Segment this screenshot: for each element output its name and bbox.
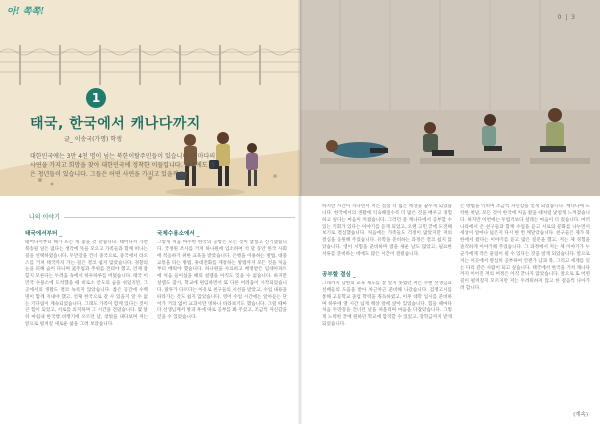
col1-heading: 태국에서부터 _: [25, 231, 63, 237]
page-number: 0 | 3: [557, 14, 576, 21]
detention-scene-graphic: [300, 0, 600, 196]
magazine-section-tag: 아! 쪽쪽!: [7, 7, 45, 17]
article-title: 태국, 한국에서 캐나다까지: [30, 116, 201, 132]
col3-heading: 공부할 결심 _: [322, 272, 356, 278]
section-divider: [25, 217, 295, 218]
fence-border-illustration: [0, 0, 300, 196]
col3-body-top: 하지만 시간이 지나면서 저는 점점 더 넓은 세상을 꿈꾸게 되었습니다. 한국에서의 생활에 익숙해질수록 더 많은 것을 배우고 경험하고 싶다는 마음이 커졌습니다. 그러던 중 캐나다에서 공부할 수 있는 기회가 있다는 이야기를 듣게 되었고, 오랜 고민 끝에 도전해 보기로 결심했습니다. 처음에는 가족들도 걱정이 많았지만 저의 결심을 응원해 주었습니다. 유학을 준비하는 과정은 결코 쉽지 않았습니다. 영어 시험을 준비하며 밤을 새운 날도 많았고, 필요한 서류를 준비하는 데에도 많은 시간이 걸렸습니다.: [322, 204, 452, 257]
col2-body: 그렇게 처음 마주한 한국의 공항은 모든 것이 낯설고 신기했습니다. 국정원 조사를 거쳐 하나원에 입소하여 석 달 동안 한국 사회에 적응하기 위한 교육을 받았습니다. 은행을 이용하는 방법, 대중교통을 타는 방법, 휴대전화를 개통하는 방법까지 모든 것을 처음부터 배워야 했습니다. 하나원을 수료하고 배정받은 임대아파트에 처음 들어섰을 때의 설렘을 아직도 잊을 수 없습니다. 하지만 설렘도 잠시, 학교에 편입하면서 또 다른 어려움이 시작되었습니다. 말투가 다르다는 이유로 친구들의 시선을 받았고, 수업 내용을 따라가는 것도 쉽지 않았습니다. 영어 수업 시간에는 알아듣는 단어가 거의 없어 교과서만 멍하니 바라보기도 했습니다. 그럴 때마다 선생님께서 방과 후에 따로 공부를 봐 주셨고, 조금씩 자신감을 얻을 수 있었습니다.: [157, 240, 287, 321]
col4-body: 는 방법을 익히며 조금씩 자신감을 얻게 되었습니다. 캐나다에 도착한 첫날, 모든 것이 한국에 처음 왔을 때처럼 낯설게 느껴졌습니다. 하지만 이번에는 두렵기보다 설레는 마음이 더 컸습니다. 여러 나라에서 온 친구들과 함께 수업을 듣고 서로의 문화를 나누면서 세상이 얼마나 넓은지 다시 한 번 깨달았습니다. 친구들은 제가 북한에서 왔다는 이야기를 듣고 많은 질문을 했고, 저는 제 경험을 솔직하게 이야기해 주었습니다. 그 과정에서 저는 제 이야기가 누군가에게 작은 울림이 될 수 있다는 것을 알게 되었습니다. 앞으로 저는 이곳에서 열심히 공부하여 언젠가 남과 북, 그리고 세계를 잇는 다리 같은 사람이 되고 싶습니다. 태국에서 한국을 거쳐 캐나다까지 이어진 저의 여정은 아직 끝나지 않았습니다. 앞으로 또 어떤 길이 펼쳐질지 모르지만 저는 두려워하지 않고 한 걸음씩 나아가려 합니다.: [460, 204, 590, 292]
article-number-badge: 1: [86, 88, 106, 108]
col2-heading: 국제수용소에서 _: [157, 231, 200, 237]
col1-body: 태어나서부터 해가 뜨는 게 좋을 것 같습니다. 태어나서 가면 북송될 일은 없다는 생각에 뜻을 모으고 가족들과 함께 떠나는 길을 선택하였습니다. 두만강을 건너 중국으로, 중국에서 라오스를 거쳐 태국까지 가는 길은 결코 쉽지 않았습니다. 경찰의 눈을 피해 숨어 다니며 굶주림과 추위를 견뎌야 했고, 언제 잡힐지 모른다는 두려움 속에서 하루하루를 버텼습니다. 태국 이민국 수용소에 도착했을 때 비로소 안도의 숨을 쉬었지만, 그곳에서의 생활도 결코 녹록지 않았습니다. 좁은 공간에 수백 명이 함께 지내야 했고, 언제 한국으로 갈 수 있을지 알 수 없는 기다림이 계속되었습니다. 그래도 가족이 함께 있다는 것이 큰 힘이 되었고, 서로를 의지하며 그 시간을 견뎠습니다. 몇 달 뒤 마침내 한국행 비행기에 오르던 날, 창밖을 내다보며 저는 앞으로 펼쳐질 새로운 삶을 그려 보았습니다.: [25, 240, 148, 328]
article-byline: 글_ 이송국(가명) 학생: [64, 136, 122, 143]
page-fold: [298, 0, 302, 424]
section-label: 나의 이야기: [25, 212, 64, 221]
detention-room-illustration: [300, 0, 600, 196]
continued-mark: (계속): [573, 412, 588, 418]
article-intro: 대한민국에는 3만 4천 명이 넘는 북한이탈주민들이 있습니다. 저마다의 사연을 가지고 희망을 찾아 대한민국에 정착한 이들입니다. 해송에도 많은 청년들이 있습니다. 그들은 어떤 사연을 가지고 있을까요?: [30, 153, 216, 178]
col3-body-bottom: 그래까지 남한의 교육 제도를 잘 알지 못했던 저는 주변 선생님과 선배들의 도움을 받아 차근차근 준비해 나갔습니다. 검정고시를 통해 고등학교 졸업 학력을 취득하였고, 이후 대학 입시를 준비하며 하루에 열 시간 넘게 책상 앞에 앉아 있었습니다. 힘들 때마다 처음 두만강을 건너던 날을 떠올리며 마음을 다잡았습니다. 그렇게 노력한 끝에 원하던 학교에 합격할 수 있었고, 장학금까지 받게 되었습니다.: [322, 281, 452, 328]
right-page: [300, 0, 600, 424]
